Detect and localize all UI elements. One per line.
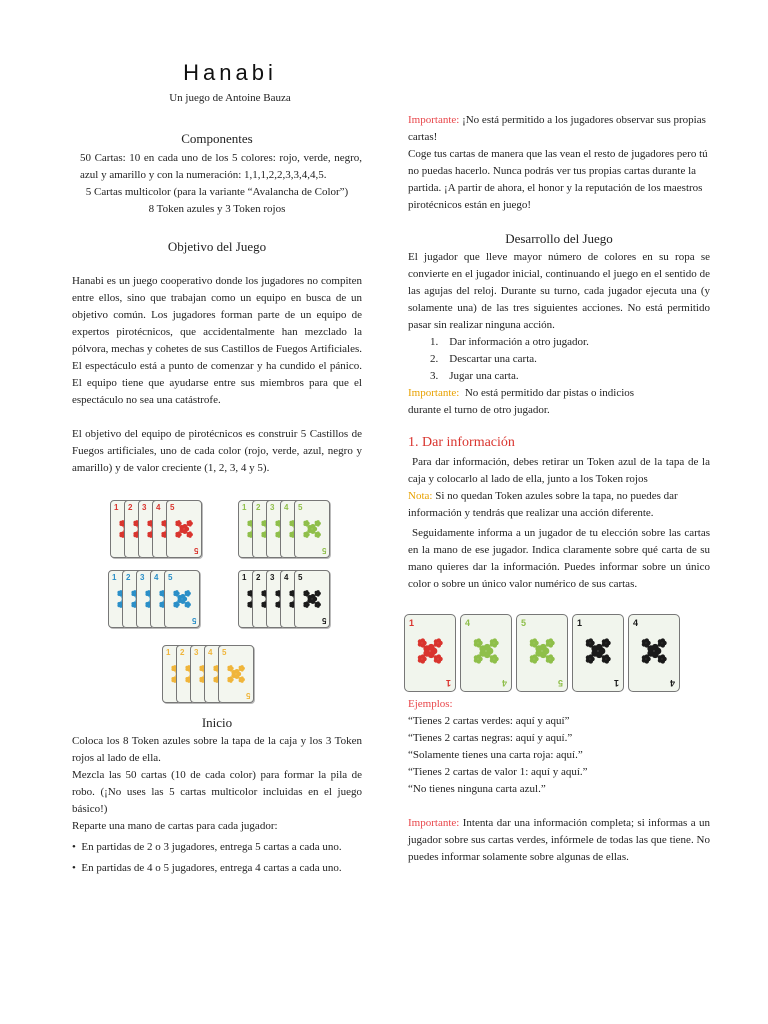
card-yellow xyxy=(218,645,254,703)
card-number: 5 xyxy=(168,573,173,582)
firework-flower-icon xyxy=(170,515,198,543)
hand-card xyxy=(516,614,568,692)
list-item: • En partidas de 4 o 5 jugadores, entrega 4 cartas a cada uno. xyxy=(72,862,342,874)
card-number: 4 xyxy=(154,573,159,582)
hand-card xyxy=(572,614,624,692)
objetivo-heading: Objetivo del Juego xyxy=(167,239,267,254)
card-blue xyxy=(164,570,200,628)
firework-flower-icon xyxy=(168,585,196,613)
card-number: 5 xyxy=(170,503,175,512)
right-column xyxy=(408,112,710,593)
card-number: 5 xyxy=(557,678,563,688)
card-number: 3 xyxy=(194,648,199,657)
card-number: 4 xyxy=(284,503,289,512)
firework-flower-icon xyxy=(578,631,618,671)
card-number: 1 xyxy=(166,648,171,657)
card-number: 4 xyxy=(284,573,289,582)
page-title: Hanabi xyxy=(183,60,277,85)
list-item: 3. Jugar una carta. xyxy=(430,370,519,382)
inicio-p1: Coloca los 8 Token azules sobre la tapa de la caja y los 3 Token rojos al lado de ella. xyxy=(72,735,362,764)
important-note-2: Importante: No está permitido dar pistas o indicios durante el turno de otro jugador. xyxy=(408,387,635,416)
nota-label: Nota: xyxy=(408,490,433,502)
card-number: 2 xyxy=(256,503,261,512)
card-black xyxy=(294,570,330,628)
card-number: 5 xyxy=(222,648,227,657)
important-note-1: Importante: ¡No está permitido a los jugadores observar sus propias cartas! xyxy=(408,114,706,143)
card-number: 4 xyxy=(669,678,675,688)
card-number: 5 xyxy=(321,546,326,555)
objetivo-p2: El objetivo del equipo de pirotécnicos es construir 5 Castillos de Fuegos artificiales, uno de cada color (rojo, verde, azul, negro y amarillo) y de valor creciente (1, 2, 3, 4 y 5). xyxy=(72,428,362,474)
card-number: 5 xyxy=(245,691,250,700)
ejemplos-label: Ejemplos: xyxy=(408,698,453,710)
dar-informacion-heading: 1. Dar información xyxy=(408,435,515,450)
inicio-p3: Reparte una mano de cartas para cada jugador: xyxy=(72,820,278,832)
card-number: 4 xyxy=(156,503,161,512)
ejemplo-item: “Tienes 2 cartas de valor 1: aquí y aquí.” xyxy=(408,766,588,778)
card-number: 3 xyxy=(140,573,145,582)
componentes-heading: Componentes xyxy=(181,131,253,146)
ejemplo-item: “No tienes ninguna carta azul.” xyxy=(408,783,546,795)
hand-card xyxy=(404,614,456,692)
card-number: 4 xyxy=(633,618,639,628)
left-column xyxy=(72,130,362,477)
desarrollo-p1: El jugador que lleve mayor número de colores en su ropa se convierte en el jugador inicial, continuando el juego en el sentido de las agujas del reloj. Durante su turno, cada jugador ejecuta una (y solamente una) de las tres siguientes acciones. No está permitido pasar sin realizar ninguna acción. xyxy=(408,251,710,331)
card-number: 4 xyxy=(208,648,213,657)
important-label: Importante: xyxy=(408,387,460,399)
inicio-heading: Inicio xyxy=(201,715,233,730)
firework-flower-icon xyxy=(522,631,562,671)
card-number: 5 xyxy=(521,618,527,628)
desarrollo-heading: Desarrollo del Juego xyxy=(505,231,613,246)
ejemplos-section xyxy=(408,696,710,866)
subtitle: Un juego de Antoine Bauza xyxy=(169,92,291,104)
important-note-3: Importante: Intenta dar una información completa; si informas a un jugador sobre sus cartas verdes, infórmele de todas las que tiene. No puedes informar solamente sobre algunas de ellas. xyxy=(408,817,710,863)
nota: Nota: Si no quedan Token azules sobre la tapa, no puedes dar información y tendrás que realizar una acción diferente. xyxy=(408,490,678,519)
list-item: 1. Dar información a otro jugador. xyxy=(430,336,589,348)
card-green xyxy=(294,500,330,558)
list-item: 2. Descartar una carta. xyxy=(430,353,537,365)
card-number: 3 xyxy=(270,503,275,512)
important-label: Importante: xyxy=(408,114,460,126)
card-number: 5 xyxy=(191,616,196,625)
dar-p2: Seguidamente informa a un jugador de tu elección sobre las cartas en la mano de ese jugador. Indica claramente sobre qué carta de su mano quieres dar la información. Puedes informar sobre un único color o sobre un único valor numérico de sus cartas. xyxy=(408,527,710,590)
card-number: 1 xyxy=(242,503,247,512)
inicio-bullets xyxy=(72,839,362,877)
firework-flower-icon xyxy=(466,631,506,671)
card-number: 5 xyxy=(193,546,198,555)
list-item: • En partidas de 2 o 3 jugadores, entrega 5 cartas a cada uno. xyxy=(72,841,342,853)
card-number: 2 xyxy=(180,648,185,657)
objetivo-p1: Hanabi es un juego cooperativo donde los jugadores no compiten entre ellos, sino que trabajan como un equipo en busca de un objetivo común. Los jugadores forman parte de un equipo de expertos pirotécnicos, que accidentalmente han mezclado la pólvora, mechas y cohetes de sus Castillos de Fuegos Artificiales. El espectáculo está a punto de comenzar y ha cundido el pánico. El equipo tiene que ayudarse entre sus miembros para que el espectáculo no sea una catástrofe. xyxy=(72,275,362,406)
card-number: 1 xyxy=(577,618,583,628)
card-number: 5 xyxy=(298,573,303,582)
card-number: 1 xyxy=(114,503,119,512)
card-number: 1 xyxy=(613,678,619,688)
inicio-section xyxy=(72,714,362,877)
ejemplo-item: “Tienes 2 cartas negras: aquí y aquí.” xyxy=(408,732,573,744)
firework-flower-icon xyxy=(298,515,326,543)
ejemplo-item: “Solamente tienes una carta roja: aquí.” xyxy=(408,749,583,761)
card-number: 1 xyxy=(445,678,451,688)
componentes-p2: 5 Cartas multicolor (para la variante “Avalancha de Color”) xyxy=(85,186,349,198)
important-label: Importante: xyxy=(408,817,460,829)
componentes-p3: 8 Token azules y 3 Token rojos xyxy=(148,203,286,215)
card-number: 1 xyxy=(242,573,247,582)
firework-flower-icon xyxy=(298,585,326,613)
actions-list xyxy=(408,334,710,385)
hand-card xyxy=(460,614,512,692)
card-number: 1 xyxy=(409,618,415,628)
card-number: 5 xyxy=(298,503,303,512)
card-number: 2 xyxy=(128,503,133,512)
firework-flower-icon xyxy=(222,660,250,688)
card-number: 1 xyxy=(112,573,117,582)
dar-p1: Para dar información, debes retirar un Token azul de la tapa de la caja y colocarlo al lado de ella, junto a los Token rojos xyxy=(408,456,710,485)
ejemplo-item: “Tienes 2 cartas verdes: aquí y aquí” xyxy=(408,715,570,727)
inicio-p2: Mezcla las 50 cartas (10 de cada color) para formar la pila de robo. (¡No uses las 5 cartas multicolor incluidas en el juego básico!) xyxy=(72,769,362,815)
firework-flower-icon xyxy=(410,631,450,671)
card-number: 2 xyxy=(126,573,131,582)
card-number: 3 xyxy=(142,503,147,512)
important-1-rest: Coge tus cartas de manera que las vean el resto de jugadores pero tú no puedas hacerlo. Nunca podrás ver tus propias cartas durante la partida. ¡A partir de ahora, el honor y la reputación de los maestros pirotécnicos están en juego! xyxy=(408,148,708,211)
firework-flower-icon xyxy=(634,631,674,671)
card-number: 5 xyxy=(321,616,326,625)
hand-card xyxy=(628,614,680,692)
card-number: 4 xyxy=(465,618,471,628)
card-number: 2 xyxy=(256,573,261,582)
card-red xyxy=(166,500,202,558)
card-number: 3 xyxy=(270,573,275,582)
componentes-p1: 50 Cartas: 10 en cada uno de los 5 colores: rojo, verde, negro, azul y amarillo y con la numeración: 1,1,1,2,2,3,3,4,4,5. xyxy=(80,152,362,181)
card-number: 4 xyxy=(501,678,507,688)
